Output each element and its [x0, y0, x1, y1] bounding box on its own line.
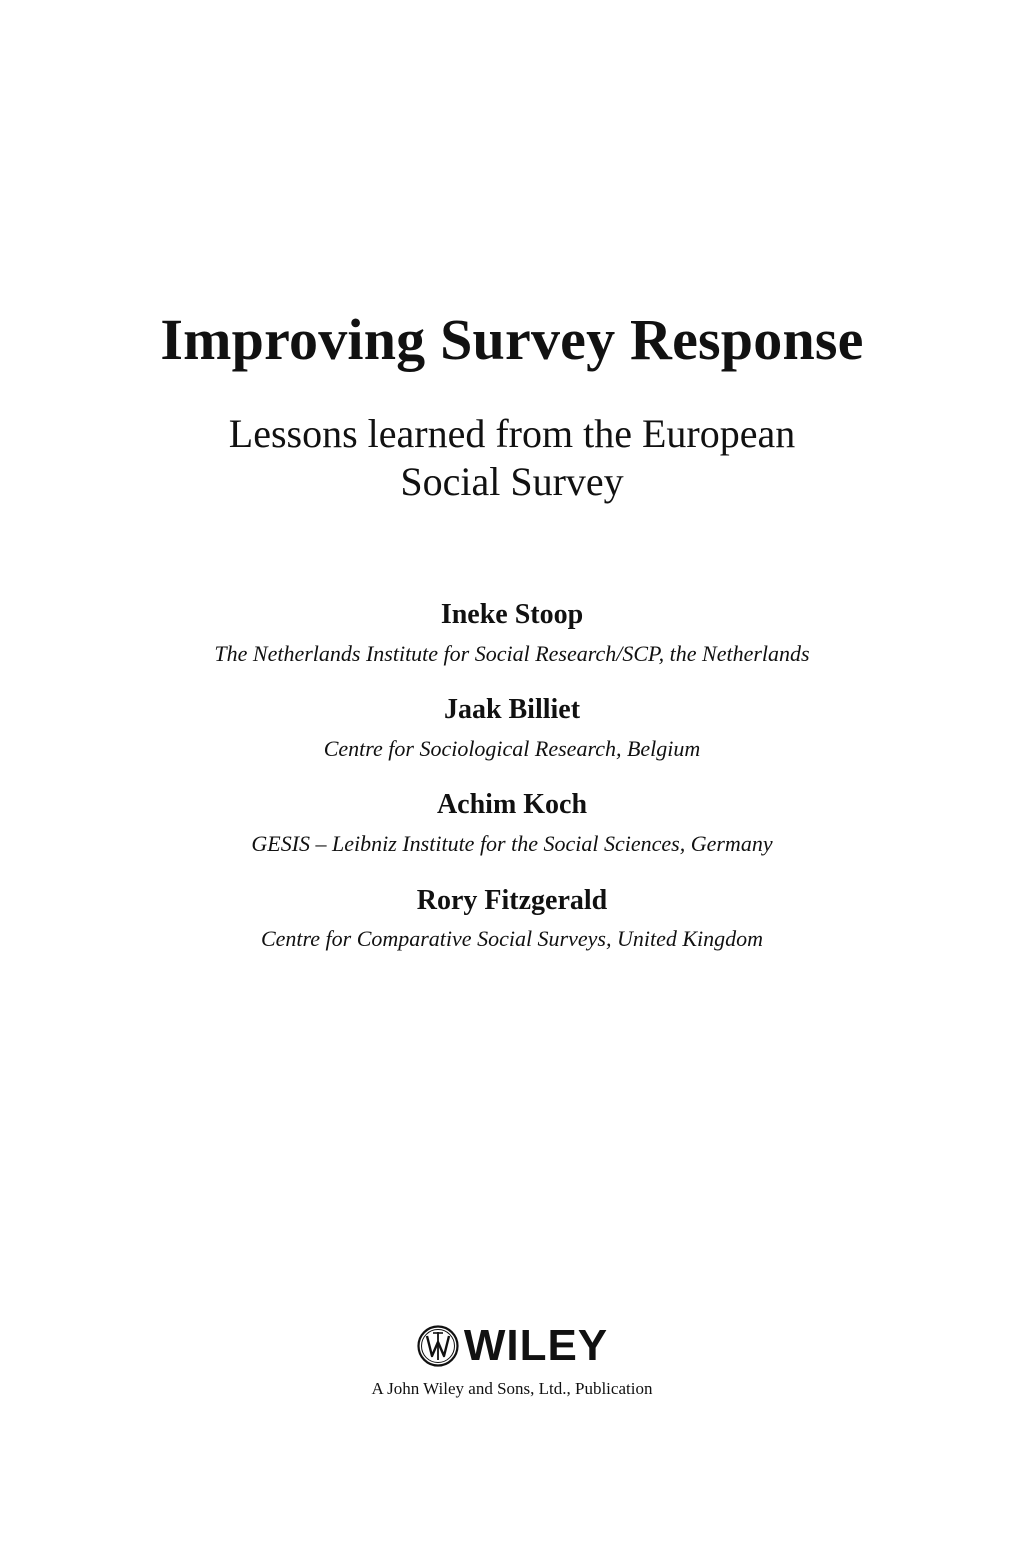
author-name-4: Rory Fitzgerald [416, 885, 608, 916]
author-name-1: Ineke Stoop [440, 599, 584, 630]
subtitle-line-1: Lessons learned from the European [228, 411, 796, 456]
author-name-3: Achim Koch [436, 789, 588, 820]
author-name-2: Jaak Billiet [443, 694, 581, 725]
author-affiliation-3: GESIS – Leibniz Institute for the Social Sciences, Germany [251, 831, 773, 856]
publisher-tagline: A John Wiley and Sons, Ltd., Publication [371, 1379, 653, 1398]
publisher-logo [0, 1322, 1024, 1370]
author-affiliation-1: The Netherlands Institute for Social Research/SCP, the Netherlands [214, 641, 810, 666]
subtitle-line-2: Social Survey [400, 459, 624, 504]
author-affiliation-2: Centre for Sociological Research, Belgium [323, 736, 701, 761]
wiley-wordmark: WILEY [463, 1321, 609, 1370]
book-title: Improving Survey Response [160, 307, 864, 372]
wiley-emblem-icon [416, 1324, 460, 1368]
author-affiliation-4: Centre for Comparative Social Surveys, United Kingdom [260, 926, 764, 951]
book-subtitle [0, 410, 1024, 506]
